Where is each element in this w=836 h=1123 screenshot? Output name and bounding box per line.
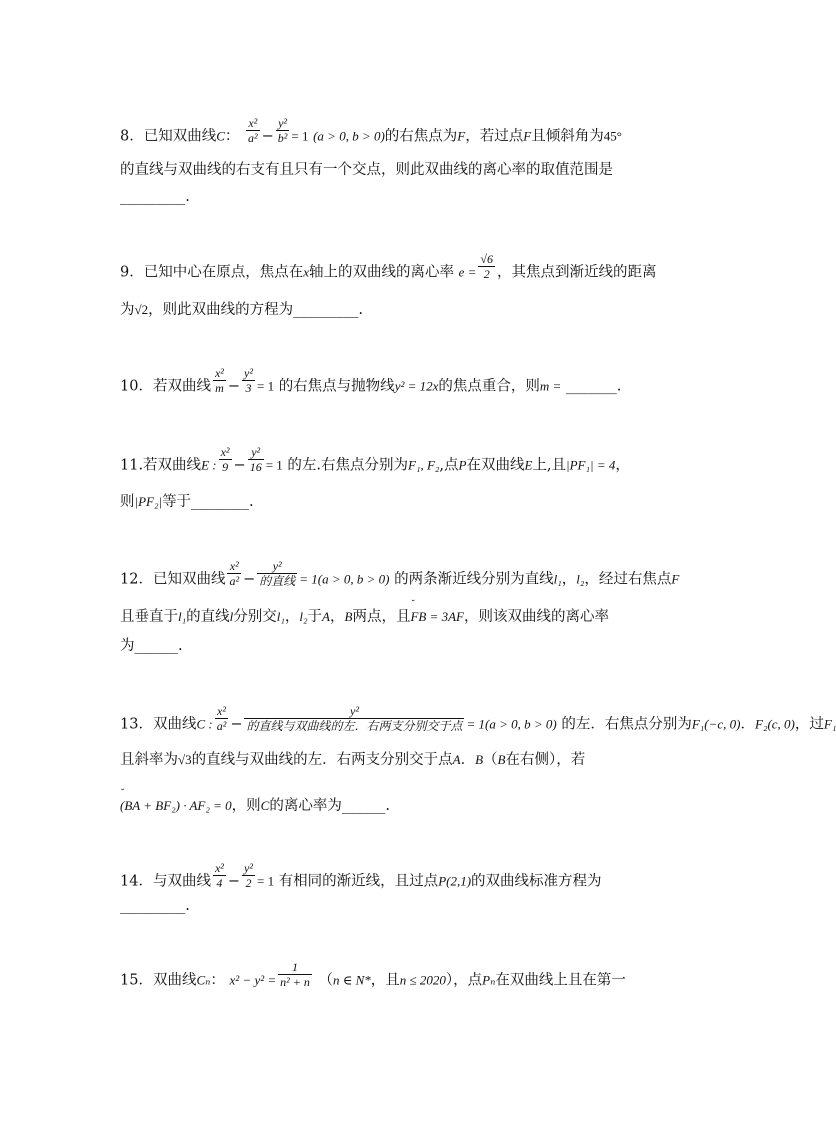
q11-text: 在双曲线 bbox=[466, 457, 525, 474]
q9-text: ，则此双曲线的方程为_________. bbox=[148, 302, 363, 318]
q11-text: 上,且 bbox=[532, 457, 567, 474]
q13-frac-y bbox=[244, 704, 464, 733]
q12-var: A bbox=[322, 609, 330, 624]
q9-var: x bbox=[303, 264, 310, 280]
q11-eq: = 1 bbox=[265, 457, 283, 473]
q9-line2 bbox=[120, 300, 363, 320]
q14-line1: 14．与双曲线 $\frac{\text{x²}}{4}$ − $\frac{\text{y²}}{2}$ = 1 有相同的渐近线，且过点P(2,1)的双曲线标准方程为 bbox=[120, 861, 602, 890]
q12-line3: 为______. bbox=[120, 638, 183, 654]
q13-num: x² bbox=[215, 704, 229, 719]
q15-lhs: x² − y² = bbox=[229, 972, 277, 988]
q13-eq: = 1(a > 0, b > 0) bbox=[466, 716, 557, 732]
q12-text: 的两条渐近线分别为直线 bbox=[394, 571, 554, 588]
q10-frac-x bbox=[213, 366, 226, 395]
q13-var: B bbox=[475, 752, 484, 767]
q12-text: ， bbox=[330, 609, 345, 625]
q13-var: F₂(c, 0) bbox=[755, 716, 795, 732]
q14-frac-x bbox=[213, 861, 226, 890]
q10-blank: _______. bbox=[565, 378, 622, 395]
q13-text: 的离心率为______. bbox=[269, 798, 390, 814]
q12-text: 分别交 bbox=[233, 609, 277, 625]
q8-den: a² bbox=[248, 131, 258, 145]
q10-den: 3 bbox=[245, 381, 252, 395]
q8-cond: (a > 0, b > 0) bbox=[313, 128, 385, 144]
q8-frac-y bbox=[276, 116, 290, 145]
q13-den: a² bbox=[216, 719, 227, 733]
q11-abs: |PF₁| = 4 bbox=[566, 457, 616, 473]
q12-eq: = 1(a > 0, b > 0) bbox=[299, 571, 390, 587]
q8-text: 且倾斜角为 bbox=[531, 128, 604, 145]
q13-text: （ bbox=[483, 752, 498, 768]
q11-text: 则 bbox=[120, 494, 135, 510]
q15-frac bbox=[278, 960, 312, 989]
q8-text: 8．已知双曲线 bbox=[120, 128, 217, 145]
q12-num: x² bbox=[227, 559, 241, 574]
q8-line2: 的直线与双曲线的右支有且只有一个交点，则此双曲线的离心率的取值范围是 bbox=[120, 162, 613, 178]
q9-num: √6 bbox=[480, 252, 494, 266]
q14-text: 有相同的渐近线，且过点 bbox=[278, 873, 439, 890]
q15-text: （ bbox=[318, 972, 333, 989]
q13-var: C : bbox=[196, 716, 213, 732]
q12-frac-x bbox=[227, 559, 241, 588]
q12-var: B bbox=[344, 609, 353, 624]
q15-text: ），点 bbox=[445, 972, 483, 989]
q13-vec: ˘ (BA + BF₂) · AF₂ = 0 bbox=[120, 796, 232, 816]
q15-var: Cₙ bbox=[196, 972, 211, 988]
q13-text: ． bbox=[740, 716, 755, 733]
q12-frac-y bbox=[257, 559, 297, 588]
q12-text: ， bbox=[561, 571, 577, 588]
q8-deg: 45° bbox=[603, 128, 622, 144]
q11-den: 9 bbox=[222, 460, 229, 474]
q13-text: 且斜率为 bbox=[120, 752, 178, 768]
q11-text: 11.若双曲线 bbox=[120, 457, 202, 474]
q12-den: a² bbox=[229, 574, 240, 588]
q13-text: ，则 bbox=[231, 798, 261, 814]
q10-num: y² bbox=[244, 366, 253, 380]
q12-var: F bbox=[671, 571, 680, 587]
q9-frac bbox=[478, 252, 495, 281]
q8-var: F bbox=[457, 128, 466, 144]
q13-var: B bbox=[497, 752, 506, 767]
q8-text: ，若过点 bbox=[465, 128, 524, 145]
q11-text: 等于________. bbox=[162, 494, 254, 510]
q13-text: 在右侧），若 bbox=[505, 752, 586, 768]
q13-line1: 13．双曲线C : $\frac{\text{x²}}{\text{a²}}$ − $\frac{\text{y²}}{\text{的直线与双曲线的左．右两支分别交于点}}$ = 1(a > 0, b > 0) 的左．右焦点分别为F₁(−c, 0)．F₂(c, 0)，过F₁ bbox=[120, 704, 836, 733]
q15-var: Pₙ bbox=[482, 972, 496, 988]
q10-text: 的焦点重合，则 bbox=[438, 378, 540, 395]
q12-var: l bbox=[229, 609, 234, 624]
q15-text: 在双曲线上且在第一 bbox=[495, 972, 626, 989]
q14-den: 2 bbox=[245, 876, 252, 890]
q14-text: 14．与双曲线 bbox=[120, 873, 211, 890]
q14-var: P(2,1) bbox=[438, 873, 472, 889]
q13-var: A bbox=[452, 752, 461, 767]
q12-den: 的直线 bbox=[259, 574, 296, 588]
q11-line1: 11.若双曲线E : $\frac{\text{x²}}{9}$ − $\frac{\text{y²}}{16}$ = 1 的左.右焦点分别为F₁, F₂,点P在双曲线E上,且|PF₁| = 4， bbox=[120, 445, 630, 474]
q9-den: 2 bbox=[483, 267, 490, 281]
q13-text: ，过 bbox=[794, 716, 824, 733]
q10-eq: = 1 bbox=[256, 378, 275, 394]
q9-line1 bbox=[120, 252, 657, 287]
q8-line1: 8．已知双曲线C： $\frac{\text{x²}}{\text{a²}}$ − $\frac{\text{y²}}{\text{b²}}$ = 1 (a > 0, b > 0)的右焦点为F，若过点F且倾斜角为45° bbox=[120, 116, 622, 145]
q12-line1: 12．已知双曲线 $\frac{\text{x²}}{\text{a²}}$ − $\frac{\text{y²}}{\text{的直线}}$ = 1(a > 0, b > 0) 的两条渐近线分别为直线l₁，l₂，经过右焦点F bbox=[120, 559, 680, 588]
q14-frac-y bbox=[242, 861, 255, 890]
q13-text: ． bbox=[460, 752, 476, 768]
q12-var: l₂ bbox=[299, 609, 308, 624]
q8-num: y² bbox=[276, 116, 290, 131]
q8-eq: = 1 bbox=[291, 128, 309, 144]
q12-text: 的直线 bbox=[186, 609, 230, 625]
q10-var: m = bbox=[539, 378, 562, 394]
q15-cond: n ∈ N* bbox=[332, 972, 371, 988]
q9-e: e = bbox=[458, 264, 477, 280]
q15-text: ： bbox=[210, 972, 225, 989]
q12-text: 12．已知双曲线 bbox=[120, 571, 226, 588]
q14-num: x² bbox=[214, 861, 224, 875]
q12-vec: ˘ FB = 3AF bbox=[410, 607, 464, 627]
q8-var: F bbox=[523, 128, 532, 144]
q8-var: C bbox=[216, 128, 225, 144]
q11-line2 bbox=[120, 492, 254, 512]
q10-num: x² bbox=[214, 366, 224, 380]
q15-den: n² + n bbox=[280, 975, 310, 989]
q12-var: l₁ bbox=[178, 609, 187, 624]
q13-text: 的左．右焦点分别为 bbox=[561, 716, 692, 733]
q12-line2 bbox=[120, 607, 609, 627]
q11-var: F₁, F₂ bbox=[408, 457, 440, 473]
q9-text: ，其焦点到渐近线的距离 bbox=[497, 264, 657, 281]
q13-text: 的直线与双曲线的左．右两支分别交于点 bbox=[191, 752, 453, 768]
q11-num: y² bbox=[248, 445, 264, 460]
q8-text: ： bbox=[224, 128, 240, 145]
q11-frac-x bbox=[219, 445, 232, 474]
q12-text: ，经过右焦点 bbox=[584, 571, 672, 588]
q15-text: ，且 bbox=[370, 972, 400, 989]
q12-num: y² bbox=[257, 559, 297, 574]
q11-frac-y bbox=[248, 445, 264, 474]
q8-line3: _________. bbox=[120, 189, 190, 205]
q8-num: x² bbox=[246, 116, 260, 131]
q9-text: 9．已知中心在原点，焦点在 bbox=[120, 264, 304, 281]
q14-num: y² bbox=[244, 861, 253, 875]
q10-frac-y bbox=[242, 366, 255, 395]
q14-line2: _________. bbox=[120, 898, 190, 914]
q11-var: E : bbox=[201, 457, 217, 473]
q11-abs: |PF₂| bbox=[134, 494, 163, 509]
q8-text: 的右焦点为 bbox=[384, 128, 458, 145]
q13-var: F₁(−c, 0) bbox=[691, 716, 741, 732]
q11-text: ,点 bbox=[439, 457, 459, 474]
q8-den: b² bbox=[277, 131, 288, 145]
q10-line1: 10．若双曲线 $\frac{\text{x²}}{m}$ − $\frac{\text{y²}}{3}$ = 1 的右焦点与抛物线y² = 12x的焦点重合，则m = _______. bbox=[120, 366, 622, 395]
q14-den: 4 bbox=[216, 876, 223, 890]
q12-text: 于 bbox=[307, 609, 323, 625]
q13-line3 bbox=[120, 796, 390, 816]
q8-frac-x bbox=[246, 116, 260, 145]
q11-num: x² bbox=[220, 445, 230, 459]
q9-text: 为 bbox=[120, 302, 135, 318]
q12-text: ， bbox=[284, 609, 300, 625]
q12-text: 两点，且 bbox=[352, 609, 411, 625]
q13-var: C bbox=[260, 798, 270, 813]
q12-var: l₂ bbox=[576, 571, 585, 587]
q13-text: 13．双曲线 bbox=[120, 716, 197, 733]
q12-var: l₁ bbox=[276, 609, 285, 624]
q10-text: 的右焦点与抛物线 bbox=[278, 378, 395, 395]
q11-var: P bbox=[458, 457, 467, 473]
q12-text: ，则该双曲线的离心率 bbox=[464, 609, 609, 625]
q15-text: 15．双曲线 bbox=[120, 972, 197, 989]
q10-text: 10．若双曲线 bbox=[120, 378, 211, 395]
q10-parab: y² = 12x bbox=[394, 378, 439, 394]
q15-cond: n ≤ 2020 bbox=[399, 972, 446, 988]
q13-den: 的直线与双曲线的左．右两支分别交于点 bbox=[246, 719, 463, 733]
q11-text: ， bbox=[615, 457, 630, 474]
q9-text: 轴上的双曲线的离心率 bbox=[309, 264, 455, 281]
q13-line2 bbox=[120, 750, 585, 770]
q10-den: m bbox=[215, 381, 224, 395]
q12-var: l₁ bbox=[553, 571, 562, 587]
q13-sqrt: √3 bbox=[178, 752, 192, 767]
q13-var: F₁ bbox=[823, 716, 836, 732]
q12-text: 且垂直于 bbox=[120, 609, 178, 625]
q14-text: 的双曲线标准方程为 bbox=[471, 873, 602, 890]
q11-text: 的左.右焦点分别为 bbox=[287, 457, 408, 474]
q13-frac-x bbox=[215, 704, 229, 733]
q13-num: y² bbox=[244, 704, 464, 719]
q11-den: 16 bbox=[249, 460, 262, 474]
q11-var: E bbox=[524, 457, 533, 473]
q9-sqrt: √2 bbox=[134, 302, 149, 317]
q15-num: 1 bbox=[278, 960, 312, 975]
q14-eq: = 1 bbox=[256, 873, 275, 889]
q15-line1 bbox=[120, 960, 626, 995]
